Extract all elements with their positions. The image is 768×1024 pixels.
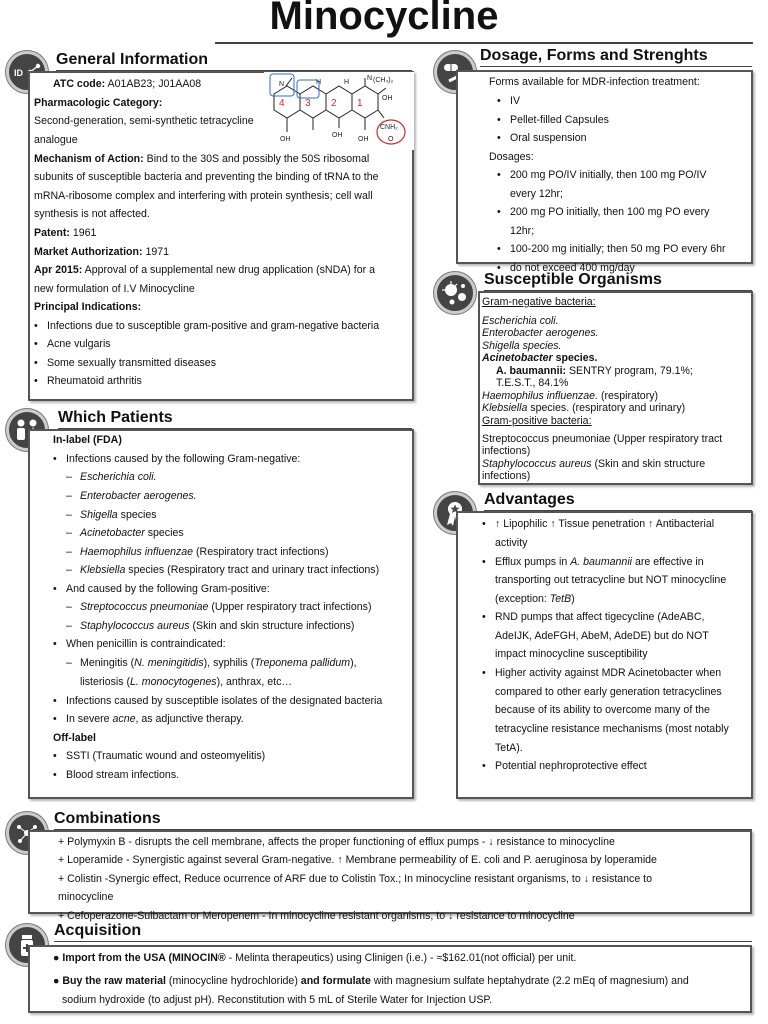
organism-note: infections) <box>482 445 531 457</box>
indication-item: • Infections due to susceptible gram-positive and gram-negative bacteria <box>47 321 379 332</box>
advantage-item-cont: activity <box>495 537 528 549</box>
section-rule <box>54 941 752 942</box>
section-title-acquisition: Acquisition <box>54 922 142 939</box>
category-label: Pharmacologic Category: <box>34 97 163 109</box>
text-run: and formulate <box>300 975 371 987</box>
combination-item: + Loperamide - Synergistic against several Gram-negative. ↑ Membrane permeability of E. coli and P. aeruginosa by loperamide <box>58 854 657 866</box>
text-run: listeriosis ( <box>80 676 131 688</box>
text-run: are effective in <box>632 556 704 568</box>
indication-item: • Rheumatoid arthritis <box>47 376 142 387</box>
patients-item: • And caused by the following Gram-positive: <box>66 584 270 595</box>
structure-label: H <box>316 79 322 86</box>
structure-label: (CH₃)₂ <box>373 77 394 84</box>
combination-item: + Colistin -Synergic effect, Reduce ocurrence of ARF due to Colistin Tox.; In minocycline resistant organisms, to ↓ resistance to <box>58 873 653 885</box>
text-run: A. baumannii <box>570 556 633 568</box>
dosage-item: • 100-200 mg initially; then 50 mg PO every 6hr <box>510 244 726 255</box>
text-run: ) <box>571 593 575 605</box>
organism-name: Acinetobacter <box>482 352 553 364</box>
indication-item: • Acne vulgaris <box>47 339 111 350</box>
advantage-item: • Higher activity against MDR Acinetobacter when <box>495 668 721 679</box>
advantage-item-cont: AdeIJK, AdeFGH, AbeM, AdeDE) but do NOT <box>495 630 709 642</box>
structure-label: OH <box>358 136 369 143</box>
organism-note: (Respiratory tract infections) <box>193 546 329 558</box>
atc-line <box>53 79 201 90</box>
text-run: Efflux pumps in <box>495 556 571 568</box>
advantage-item-cont: because of its ability to overcome many of the <box>495 704 710 716</box>
structure-label: H <box>344 79 350 86</box>
text-run: with magnesium sulfate heptahydrate (2.2 mEq of magnesium) and <box>370 975 689 987</box>
atc-value: A01AB23; J01AA08 <box>105 78 202 90</box>
text-run: acne <box>112 713 136 725</box>
approval-label: Apr 2015: <box>34 264 83 276</box>
section-title-combinations: Combinations <box>54 810 161 827</box>
ring-number: 4 <box>279 98 285 109</box>
structure-label: N <box>279 81 285 88</box>
market-value: 1971 <box>142 246 170 258</box>
organism-line <box>496 366 693 377</box>
patent-label: Patent: <box>34 227 70 239</box>
forms-intro: Forms available for MDR-infection treatment: <box>489 76 700 88</box>
structure-label: N <box>367 75 373 82</box>
combination-item-cont: minocycline <box>58 891 114 903</box>
text-run: - Melinta therapeutics) using Clinigen (i.e.) - ≈$162.01(not official) per unit. <box>225 952 577 964</box>
bullet: ● <box>53 975 63 987</box>
text-run: Meningitis ( <box>80 657 135 669</box>
organism-name: Klebsiella <box>80 564 126 576</box>
patients-subitem <box>80 528 184 539</box>
structure-label: OH <box>382 95 393 102</box>
organism-name: Acinetobacter <box>80 527 145 539</box>
organism-name: Enterobacter aerogenes. <box>80 490 197 502</box>
patients-item: • When penicillin is contraindicated: <box>66 639 226 650</box>
organism-name: Escherichia coli. <box>80 471 157 483</box>
form-item: • IV <box>510 96 520 107</box>
section-title-organisms: Susceptible Organisms <box>484 271 662 288</box>
patients-item: • Infections caused by the following Gram-negative: <box>66 454 300 465</box>
organism-line <box>482 353 597 364</box>
text-run: In severe <box>66 713 113 725</box>
moa-text: Bind to the 30S and possibly the 50S ribosomal <box>143 153 370 165</box>
organism-name: Klebsiella <box>482 402 528 414</box>
combination-item: + Cefoperazone-Sulbactam or Meropenem - In minocycline resistant organisms, to ↓ resistance to minocycline <box>58 910 575 922</box>
title-rule <box>215 42 753 44</box>
organism-line <box>482 391 658 402</box>
acquisition-item-cont: sodium hydroxide (to adjust pH). Reconstitution with 5 mL of Sterile Water for Injection USP. <box>62 994 493 1006</box>
ring-number: 2 <box>331 98 337 109</box>
inlabel-heading: In-label (FDA) <box>53 434 122 446</box>
advantage-item <box>495 557 704 568</box>
dosages-label: Dosages: <box>489 151 534 163</box>
dosage-item-cont: every 12hr; <box>510 188 563 200</box>
approval-text: new formulation of I.V Minocycline <box>34 283 195 295</box>
dosage-item: • 200 mg PO/IV initially, then 100 mg PO/IV <box>510 170 706 181</box>
advantage-item: • ↑ Lipophilic ↑ Tissue penetration ↑ Antibacterial <box>495 519 714 530</box>
moa-text: synthesis is not affected. <box>34 208 150 220</box>
organism-note: (Skin and skin structure infections) <box>189 620 355 632</box>
text-run: Import from the USA (MINOCIN® <box>62 952 226 964</box>
section-title-dosage: Dosage, Forms and Strenghts <box>480 47 708 64</box>
advantage-item: • Potential nephroprotective effect <box>495 761 647 772</box>
organism-note: species. <box>552 352 598 364</box>
text-run: ), anthrax, etc… <box>216 676 292 688</box>
text-run: , as adjunctive therapy. <box>135 713 244 725</box>
structure-label: CNH₂ <box>380 124 398 131</box>
market-line <box>34 247 169 258</box>
organism-name: Haemophilus influenzae. <box>482 390 599 402</box>
advantage-item-cont: tetracycline resistance mechanisms (most notably <box>495 723 729 735</box>
organism-name: Escherichia coli. <box>482 315 559 327</box>
organism-note: species. (respiratory and urinary) <box>527 402 686 414</box>
advantage-item-cont: transporting out tetracycline but NOT minocycline <box>495 574 727 586</box>
form-item: • Pellet-filled Capsules <box>510 115 609 126</box>
advantage-item-cont: compared to other early generation tetracyclines <box>495 686 722 698</box>
organism-name: Shigella species. <box>482 340 562 352</box>
category-text: Second-generation, semi-synthetic tetracycline <box>34 115 254 127</box>
advantage-item-cont <box>495 594 575 605</box>
gram-positive-label: Gram-positive bacteria: <box>482 415 592 427</box>
bacteria-icon <box>434 272 476 314</box>
category-text: analogue <box>34 134 78 146</box>
organism-note: species (Respiratory tract and urinary tract infections) <box>125 564 380 576</box>
organism-note: (Upper respiratory tract infections) <box>208 601 372 613</box>
organism-note: (respiratory) <box>598 390 659 402</box>
organism-name: Enterobacter aerogenes. <box>482 327 599 339</box>
organism-note: SENTRY program, 79.1%; <box>566 365 693 377</box>
section-title-advantages: Advantages <box>484 491 575 508</box>
moa-line <box>34 154 369 165</box>
organism-name: L. monocytogenes <box>130 676 217 688</box>
patients-item: • SSTI (Traumatic wound and osteomyelitis) <box>66 751 265 762</box>
patients-item: • Infections caused by susceptible isolates of the designated bacteria <box>66 696 382 707</box>
advantage-item-cont: TetA). <box>495 742 523 754</box>
patients-subitem <box>80 491 197 502</box>
patients-item <box>66 714 244 725</box>
moa-label: Mechanism of Action: <box>34 153 144 165</box>
section-title-patients: Which Patients <box>58 409 173 426</box>
ring-number: 3 <box>305 98 311 109</box>
gram-negative-label: Gram-negative bacteria: <box>482 296 596 308</box>
organism-name: Staphylococcus aureus <box>80 620 190 632</box>
patients-subitem <box>80 602 371 613</box>
organism-line <box>482 459 705 470</box>
market-label: Market Authorization: <box>34 246 143 258</box>
patent-line <box>34 228 96 239</box>
text-run: (exception: <box>495 593 550 605</box>
patent-value: 1961 <box>69 227 97 239</box>
indication-item: • Some sexually transmitted diseases <box>47 358 216 369</box>
acquisition-item <box>53 953 576 964</box>
structure-label: OH <box>332 132 343 139</box>
section-rule <box>480 66 752 67</box>
organism-name: Treponema pallidum <box>254 657 351 669</box>
structure-label: OH <box>280 136 291 143</box>
combination-item: + Polymyxin B - disrupts the cell membrane, affects the proper functioning of efflux pumps - ↓ resistance to minocycline <box>58 836 615 848</box>
patients-item: • Blood stream infections. <box>66 770 179 781</box>
minocycline-structure-diagram <box>264 72 414 150</box>
text-run: ), syphilis ( <box>203 657 255 669</box>
organism-note: Streptococcus pneumoniae (Upper respiratory tract <box>482 433 723 445</box>
text-run: ), <box>350 657 357 669</box>
form-item: • Oral suspension <box>510 133 587 144</box>
svg-text:ID: ID <box>14 68 23 78</box>
approval-line <box>34 265 375 276</box>
page-title: Minocycline <box>269 0 499 38</box>
text-run: TetB <box>549 593 572 605</box>
patients-subitem <box>80 547 329 558</box>
patients-subitem-cont <box>80 677 292 688</box>
dosage-item: • 200 mg PO initially, then 100 mg PO every <box>510 207 709 218</box>
organism-name: Shigella <box>80 509 118 521</box>
acquisition-item <box>53 976 689 987</box>
offlabel-heading: Off-label <box>53 732 96 744</box>
structure-label: O <box>388 136 394 143</box>
patients-subitem <box>80 658 357 669</box>
organism-note: T.E.S.T., 84.1% <box>496 377 569 389</box>
organism-name: Streptococcus pneumoniae <box>80 601 209 613</box>
bullet: ● <box>53 952 63 964</box>
moa-text: subunits of susceptible bacteria and preventing the binding of tRNA to the <box>34 171 379 183</box>
advantage-item-cont: impact minocycline susceptibility <box>495 648 648 660</box>
organism-note: (Skin and skin structure <box>591 458 706 470</box>
approval-text: Approval of a supplemental new drug application (sNDA) for a <box>82 264 375 276</box>
advantage-item: • RND pumps that affect tigecycline (AdeABC, <box>495 612 704 623</box>
patients-subitem <box>80 472 157 483</box>
patients-subitem <box>80 510 157 521</box>
text-run: Buy the raw material <box>62 975 166 987</box>
patients-subitem <box>80 565 379 576</box>
organism-name: Haemophilus influenzae <box>80 546 194 558</box>
atc-label: ATC code: <box>53 78 106 90</box>
patients-subitem <box>80 621 354 632</box>
dosage-item-cont: 12hr; <box>510 225 535 237</box>
organism-note: infections) <box>482 470 531 482</box>
organism-name: N. meningitidis <box>134 657 204 669</box>
ring-number: 1 <box>357 98 363 109</box>
organism-name: A. baumannii: <box>496 365 567 377</box>
indications-label: Principal Indications: <box>34 301 142 313</box>
moa-text: mRNA-ribosome complex and interfering with protein synthesis; cell wall <box>34 190 373 202</box>
organism-note: species <box>144 527 184 539</box>
text-run: (minocycline hydrochloride) <box>165 975 301 987</box>
organism-line <box>482 403 685 414</box>
dosage-item: • do not exceed 400 mg/day <box>510 263 635 274</box>
organism-note: species <box>117 509 157 521</box>
section-title-general: General Information <box>56 51 209 68</box>
organism-name: Staphylococcus aureus <box>482 458 592 470</box>
